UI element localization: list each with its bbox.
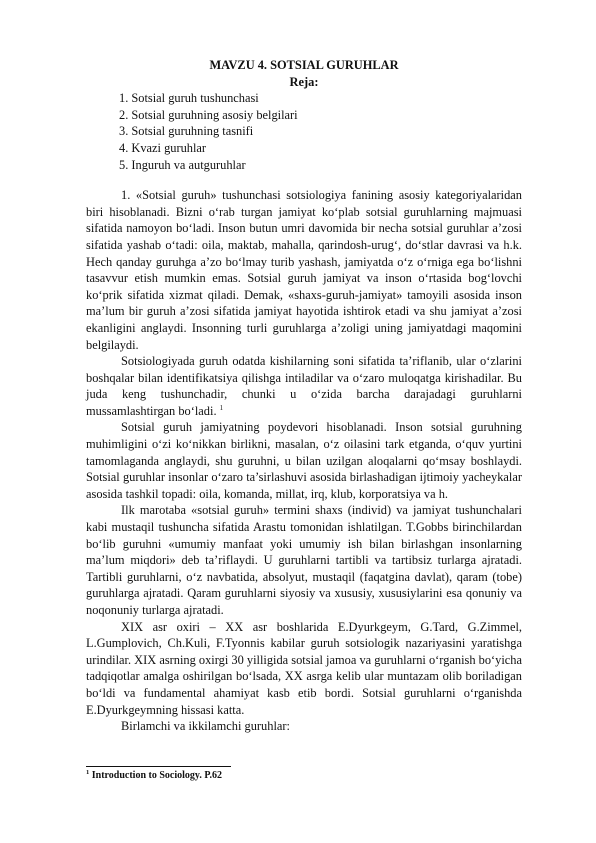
paragraph-text: XIX asr oxiri – XX asr boshlarida E.Dyurkgeym, G.Tard, G.Zimmel, L.Gumplovich, Ch.Kuli, F.Tyonnis kabilar guruh sotsiologik nazariyasini yaratishga urindilar. XIX asrning oxirgi 30 yilligida sotsial jamoa va guruhlarni o‘rganish bo‘yicha tadqiqotlar amalga oshirilgan bo‘lsada, XX asrga kelib ular muntazam olib boriladigan bo‘ldi va fundamental ahamiyat kasb etib bordi. Sotsial guruhlarni o‘rganishda E.Dyurkgeymning hissasi katta.	[86, 619, 522, 717]
plan-list	[86, 90, 522, 173]
body-paragraph	[86, 353, 522, 419]
plan-item: 5. Inguruh va autguruhlar	[119, 157, 246, 172]
footnote-marker: 1	[86, 769, 90, 776]
plan-item: 2. Sotsial guruhning asosiy belgilari	[119, 107, 298, 122]
paragraph-text: 1. «Sotsial guruh» tushunchasi sotsiologiya fanining asosiy kategoriyalaridan biri hisoblanadi. Bizni o‘rab turgan jamiyat ko‘plab sotsial guruhlarning majmuasi sifatida namoyon bo‘ladi. Inson butun umri davomida bir necha sotsial guruhlar a’zosi sifatida yashab o‘tadi: oila, maktab, mahalla, qarindosh-urug‘, do‘stlar davrasi va h.k. Hech qanday guruhga a’zo bo‘lmay turib yashash, jamiyatda o‘z o‘rniga ega bo‘lishni tasavvur etish mumkin emas. Sotsial guruh jamiyat va inson o‘rtasida bog‘lovchi ko‘prik sifatida xizmat qiladi. Demak, «shaxs-guruh-jamiyat» tamoyili asosida inson ma’lum bir guruh a’zosi sifatida jamiyat hayotida ishtirok etadi va shu jamiyat a’zosi ekanligini anglaydi. Insonning turli guruhlarga a’zoligi uning jamiyatdagi maqomini belgilaydi.	[86, 188, 522, 352]
plan-item: 1. Sotsial guruh tushunchasi	[119, 91, 259, 106]
body-paragraph	[86, 419, 522, 502]
paragraph-text: Sotsial guruh jamiyatning poydevori hisoblanadi. Inson sotsial guruhning muhimligini o‘zi ko‘nikkan birlikni, masalan, o‘z oilasini tark etganda, o‘quv yurtini tamomlaganda anglaydi, shu guruhni, u bilan uzilgan aloqalarni qo‘msay boshlaydi. Sotsial guruhlar insonlar o‘zaro ta’sirlashuvi asosida birlashadigan ijtimoiy yacheykalar asosida tashkil topadi: oila, komanda, millat, irq, klub, korporatsiya va h.	[86, 420, 522, 501]
plan-item: 4. Kvazi guruhlar	[119, 140, 207, 155]
spacer	[86, 173, 522, 187]
footnote	[86, 770, 222, 781]
body-paragraph	[86, 718, 522, 735]
body-paragraph	[86, 187, 522, 353]
footnote-text: Introduction to Sociology. P.62	[91, 770, 223, 781]
body-paragraph	[86, 502, 522, 618]
paragraph-text: Sotsiologiyada guruh odatda kishilarning soni sifatida ta’riflanib, ular o‘zlarini boshqalar bilan identifikatsiya qilishga intiladilar va o‘zaro muloqatga kirishadilar. Bu juda keng tushunchadir, chunki u o‘zida barcha darajadagi guruhlarni mussamlashtirgan bo‘ladi.	[86, 354, 522, 418]
footnote-reference: 1	[219, 403, 224, 412]
paragraph-text: Ilk marotaba «sotsial guruh» termini shaxs (individ) va jamiyat tushunchalari kabi mustaqil tushuncha sifatida Arastu tomonidan ishlatilgan. T.Gobbs birinchilardan bo‘lib guruhni «umumiy manfaat yoki umumiy ish bilan birlashgan insonlarning ma’lum miqdori» deb ta’riflaydi. U guruhlarni tartibli va tartibsiz turlarga ajratadi. Tartibli guruhlarni, o‘z navbatida, absolyut, mustaqil (faqatgina davlat), qaram (tobe) guruhlarga ajratadi. Qaram guruhlarni siyosiy va xususiy, xususiylarini esa qonuniy va noqonuniy turlarga ajratadi.	[86, 503, 522, 617]
footnote-divider	[86, 766, 231, 767]
plan-heading: Reja:	[289, 74, 319, 89]
paragraph-text: Birlamchi va ikkilamchi guruhlar:	[121, 719, 290, 734]
plan-item: 3. Sotsial guruhning tasnifi	[119, 124, 254, 139]
body-paragraph	[86, 619, 522, 719]
page-title: MAVZU 4. SOTSIAL GURUHLAR	[209, 58, 399, 72]
